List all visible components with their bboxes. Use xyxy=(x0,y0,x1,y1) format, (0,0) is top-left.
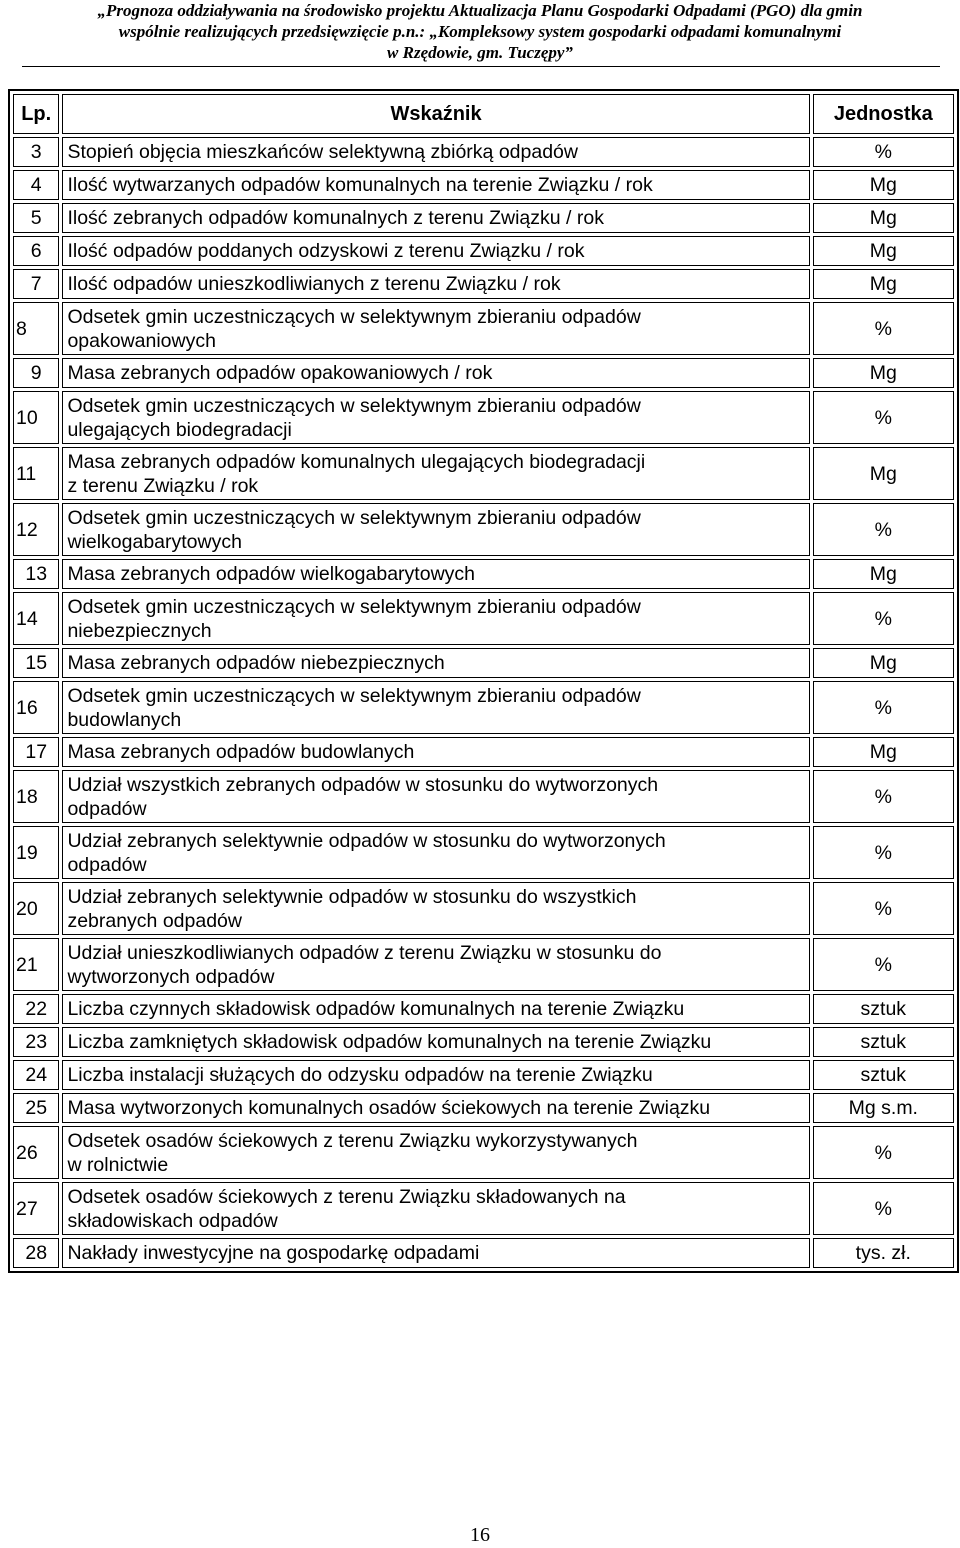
indicator-cell xyxy=(62,1060,809,1090)
table-header-row xyxy=(13,94,954,134)
indicator-cell xyxy=(62,391,809,444)
unit-cell: Mg xyxy=(813,737,954,767)
indicator-text-line-1: Ilość zebranych odpadów komunalnych z terenu Związku / rok xyxy=(67,207,604,229)
indicator-text-line-2: składowiskach odpadów xyxy=(67,1209,278,1232)
row-number: 4 xyxy=(13,170,59,200)
unit-cell: sztuk xyxy=(813,1027,954,1057)
row-number: 7 xyxy=(13,269,59,299)
table-row xyxy=(13,737,954,767)
indicator-text-line-1: Masa zebranych odpadów komunalnych ulegających biodegradacji xyxy=(67,450,646,473)
indicator-cell xyxy=(62,1238,809,1268)
indicator-text-line-2: wytworzonych odpadów xyxy=(67,965,275,988)
row-number: 8 xyxy=(13,302,59,355)
table-row xyxy=(13,447,954,500)
indicator-text-line-1: Stopień objęcia mieszkańców selektywną zbiórką odpadów xyxy=(67,141,578,163)
row-number: 24 xyxy=(13,1060,59,1090)
indicator-cell xyxy=(62,447,809,500)
table-row xyxy=(13,882,954,935)
indicator-text-line-2: zebranych odpadów xyxy=(67,909,242,932)
table-row xyxy=(13,1027,954,1057)
column-header-unit: Jednostka xyxy=(813,94,954,134)
indicator-text-line-1: Odsetek gmin uczestniczących w selektywnym zbieraniu odpadów xyxy=(67,684,641,707)
table-row xyxy=(13,302,954,355)
indicator-text-line-2: wielkogabarytowych xyxy=(67,530,242,553)
table-row xyxy=(13,648,954,678)
indicator-cell xyxy=(62,1126,809,1179)
table-row xyxy=(13,559,954,589)
table-row xyxy=(13,391,954,444)
table-row xyxy=(13,1182,954,1235)
row-number: 3 xyxy=(13,137,59,167)
table-row xyxy=(13,770,954,823)
indicators-table xyxy=(8,89,959,1273)
unit-cell: tys. zł. xyxy=(813,1238,954,1268)
table-row xyxy=(13,592,954,645)
indicator-cell xyxy=(62,269,809,299)
indicator-cell xyxy=(62,770,809,823)
unit-cell: Mg xyxy=(813,203,954,233)
indicator-cell xyxy=(62,938,809,991)
indicator-cell xyxy=(62,592,809,645)
row-number: 21 xyxy=(13,938,59,991)
indicator-cell xyxy=(62,170,809,200)
column-header-indicator: Wskaźnik xyxy=(62,94,809,134)
indicator-text-line-2: niebezpiecznych xyxy=(67,619,212,642)
indicator-text-line-1: Odsetek osadów ściekowych z terenu Związku wykorzystywanych xyxy=(67,1129,638,1152)
table-row xyxy=(13,137,954,167)
indicator-cell xyxy=(62,302,809,355)
table-row xyxy=(13,170,954,200)
unit-cell: sztuk xyxy=(813,994,954,1024)
indicator-text-line-1: Udział zebranych selektywnie odpadów w stosunku do wytworzonych xyxy=(67,829,666,852)
table-row xyxy=(13,938,954,991)
row-number: 6 xyxy=(13,236,59,266)
indicator-text-line-1: Masa zebranych odpadów niebezpiecznych xyxy=(67,652,445,674)
indicator-cell xyxy=(62,236,809,266)
row-number: 10 xyxy=(13,391,59,444)
row-number: 27 xyxy=(13,1182,59,1235)
unit-cell: Mg xyxy=(813,559,954,589)
table-row xyxy=(13,269,954,299)
indicator-text-line-1: Liczba instalacji służących do odzysku odpadów na terenie Związku xyxy=(67,1064,653,1086)
row-number: 20 xyxy=(13,882,59,935)
indicator-text-line-1: Masa zebranych odpadów budowlanych xyxy=(67,741,415,763)
row-number: 17 xyxy=(13,737,59,767)
unit-cell: % xyxy=(813,681,954,734)
indicator-text-line-1: Masa zebranych odpadów opakowaniowych / rok xyxy=(67,362,493,384)
row-number: 9 xyxy=(13,358,59,388)
indicator-text-line-1: Ilość wytwarzanych odpadów komunalnych na terenie Związku / rok xyxy=(67,174,653,196)
indicator-cell xyxy=(62,737,809,767)
indicator-cell xyxy=(62,882,809,935)
row-number: 19 xyxy=(13,826,59,879)
indicator-text-line-2: ulegających biodegradacji xyxy=(67,418,292,441)
indicator-cell xyxy=(62,681,809,734)
unit-cell: % xyxy=(813,137,954,167)
indicator-text-line-2: w rolnictwie xyxy=(67,1153,169,1176)
table-row xyxy=(13,681,954,734)
unit-cell: % xyxy=(813,882,954,935)
indicator-text-line-1: Liczba czynnych składowisk odpadów komunalnych na terenie Związku xyxy=(67,998,685,1020)
header-divider xyxy=(22,66,940,67)
row-number: 13 xyxy=(13,559,59,589)
unit-cell: Mg xyxy=(813,170,954,200)
indicator-cell xyxy=(62,1027,809,1057)
indicator-text-line-2: budowlanych xyxy=(67,708,182,731)
table-row xyxy=(13,358,954,388)
indicator-text-line-1: Liczba zamkniętych składowisk odpadów komunalnych na terenie Związku xyxy=(67,1031,712,1053)
unit-cell: % xyxy=(813,592,954,645)
document-header xyxy=(0,0,960,63)
unit-cell: % xyxy=(813,938,954,991)
indicator-text-line-1: Nakłady inwestycyjne na gospodarkę odpadami xyxy=(67,1242,480,1264)
table-row xyxy=(13,1126,954,1179)
row-number: 25 xyxy=(13,1093,59,1123)
row-number: 12 xyxy=(13,503,59,556)
table-row xyxy=(13,1238,954,1268)
table-row xyxy=(13,236,954,266)
header-line-2: wspólnie realizujących przedsięwzięcie p.n.: „Kompleksowy system gospodarki odpadami komunalnymi xyxy=(118,22,842,41)
indicator-text-line-1: Odsetek osadów ściekowych z terenu Związku składowanych na xyxy=(67,1185,626,1208)
indicator-cell xyxy=(62,358,809,388)
indicator-cell xyxy=(62,503,809,556)
indicator-text-line-1: Odsetek gmin uczestniczących w selektywnym zbieraniu odpadów xyxy=(67,506,641,529)
indicator-text-line-1: Odsetek gmin uczestniczących w selektywnym zbieraniu odpadów xyxy=(67,305,641,328)
page-number: 16 xyxy=(470,1524,490,1546)
indicator-text-line-2: odpadów xyxy=(67,797,147,820)
row-number: 26 xyxy=(13,1126,59,1179)
table-row xyxy=(13,203,954,233)
row-number: 14 xyxy=(13,592,59,645)
table-row xyxy=(13,503,954,556)
unit-cell: Mg xyxy=(813,236,954,266)
column-header-lp: Lp. xyxy=(13,94,59,134)
table-row xyxy=(13,1060,954,1090)
indicator-cell xyxy=(62,559,809,589)
row-number: 16 xyxy=(13,681,59,734)
unit-cell: sztuk xyxy=(813,1060,954,1090)
indicator-text-line-1: Udział wszystkich zebranych odpadów w stosunku do wytworzonych xyxy=(67,773,659,796)
unit-cell: % xyxy=(813,1126,954,1179)
row-number: 5 xyxy=(13,203,59,233)
indicator-text-line-1: Udział unieszkodliwianych odpadów z terenu Związku w stosunku do xyxy=(67,941,662,964)
table-row xyxy=(13,826,954,879)
table-row xyxy=(13,994,954,1024)
indicator-text-line-1: Odsetek gmin uczestniczących w selektywnym zbieraniu odpadów xyxy=(67,595,641,618)
unit-cell: % xyxy=(813,770,954,823)
unit-cell: Mg xyxy=(813,447,954,500)
unit-cell: Mg xyxy=(813,358,954,388)
indicator-text-line-2: opakowaniowych xyxy=(67,329,216,352)
indicator-cell xyxy=(62,203,809,233)
unit-cell: % xyxy=(813,503,954,556)
header-line-3: w Rzędowie, gm. Tuczępy” xyxy=(387,43,573,62)
row-number: 11 xyxy=(13,447,59,500)
unit-cell: % xyxy=(813,391,954,444)
indicator-text-line-1: Masa wytworzonych komunalnych osadów ściekowych na terenie Związku xyxy=(67,1097,711,1119)
indicator-cell xyxy=(62,137,809,167)
indicator-text-line-1: Masa zebranych odpadów wielkogabarytowych xyxy=(67,563,475,585)
indicator-text-line-1: Odsetek gmin uczestniczących w selektywnym zbieraniu odpadów xyxy=(67,394,641,417)
row-number: 22 xyxy=(13,994,59,1024)
indicator-text-line-1: Udział zebranych selektywnie odpadów w stosunku do wszystkich xyxy=(67,885,637,908)
unit-cell: % xyxy=(813,302,954,355)
indicator-cell xyxy=(62,1093,809,1123)
indicator-cell xyxy=(62,1182,809,1235)
row-number: 28 xyxy=(13,1238,59,1268)
row-number: 18 xyxy=(13,770,59,823)
indicator-text-line-1: Ilość odpadów poddanych odzyskowi z terenu Związku / rok xyxy=(67,240,585,262)
table-row xyxy=(13,1093,954,1123)
indicator-text-line-2: odpadów xyxy=(67,853,147,876)
unit-cell: Mg s.m. xyxy=(813,1093,954,1123)
table-body xyxy=(13,137,954,1268)
indicator-text-line-2: z terenu Związku / rok xyxy=(67,474,259,497)
indicator-text-line-1: Ilość odpadów unieszkodliwianych z terenu Związku / rok xyxy=(67,273,561,295)
indicator-cell xyxy=(62,648,809,678)
row-number: 15 xyxy=(13,648,59,678)
unit-cell: % xyxy=(813,1182,954,1235)
indicator-cell xyxy=(62,994,809,1024)
unit-cell: Mg xyxy=(813,648,954,678)
row-number: 23 xyxy=(13,1027,59,1057)
unit-cell: % xyxy=(813,826,954,879)
indicator-cell xyxy=(62,826,809,879)
unit-cell: Mg xyxy=(813,269,954,299)
header-line-1: „Prognoza oddziaływania na środowisko projektu Aktualizacja Planu Gospodarki Odpadami (PGO) dla gmin xyxy=(97,1,863,20)
